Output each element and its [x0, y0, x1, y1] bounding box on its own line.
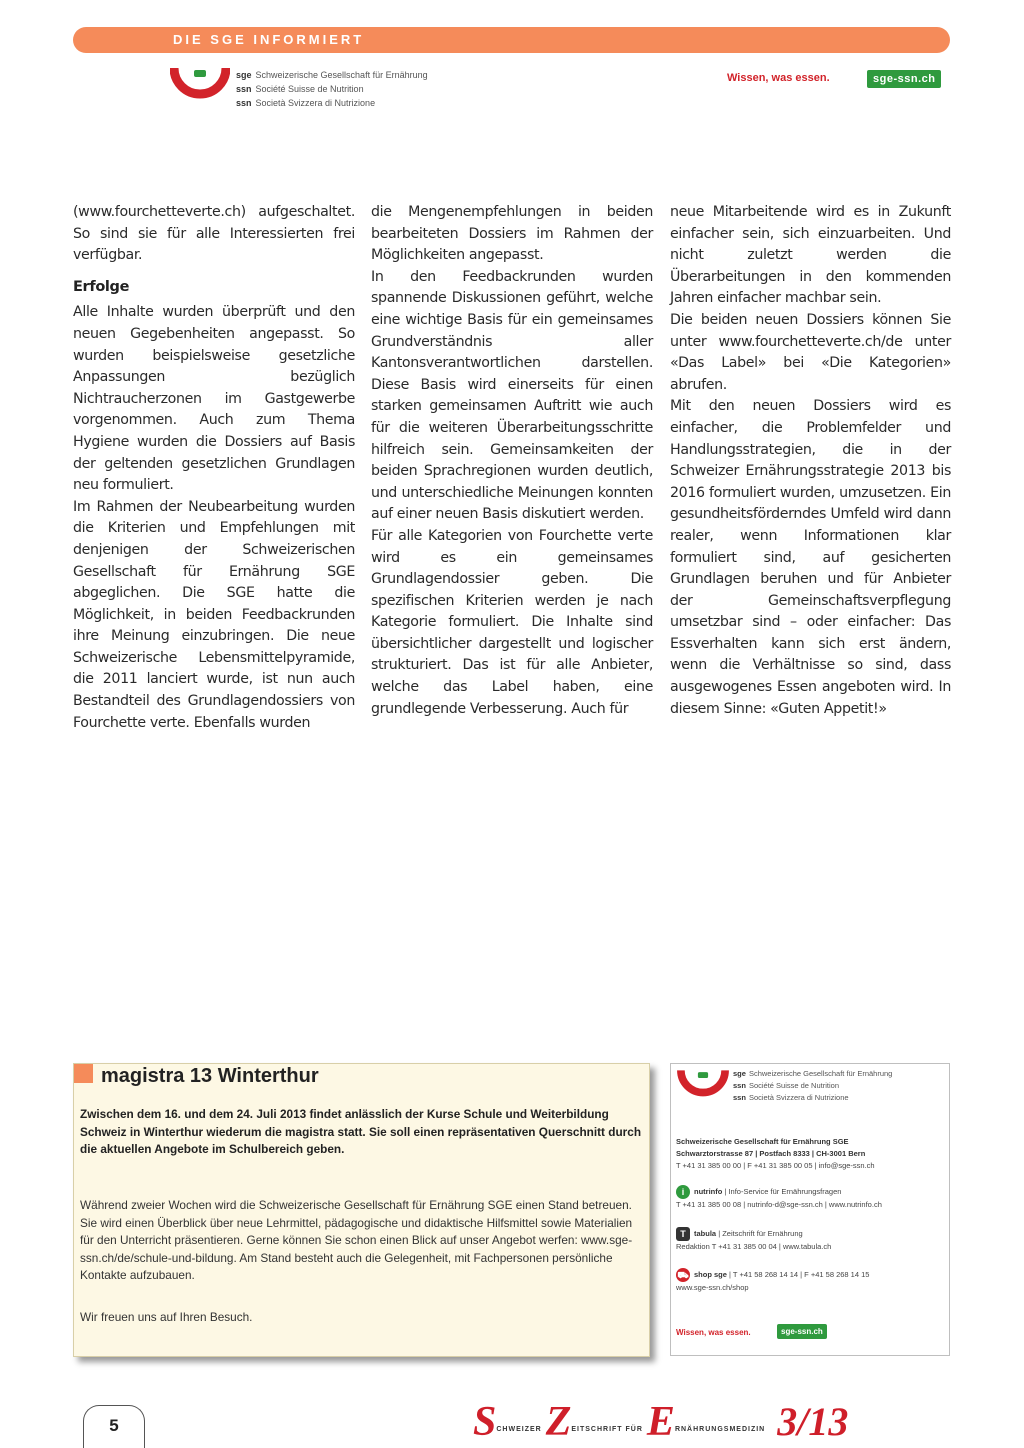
article-column-2	[371, 202, 653, 720]
paragraph: In den Feedbackrunden wurden spannende Diskussionen geführt, welche eine wichtige Basis für ein gemeinsames Grundverständnis aller Kantonsverantwortlichen darstellen. Diese Basis wird einerseits für einen starken gemeinsamen Auftritt wie auch für die weiteren Überarbeitungsschritte hilfreich sein. Gemeinsamkeiten der beiden Sprachregionen wurden deutlich, und unterschiedliche Meinungen konnten auf einer neuen Basis diskutiert werden.	[371, 268, 653, 523]
info-icon: i	[676, 1185, 690, 1199]
page-number-tab	[83, 1405, 145, 1448]
box-lead: Zwischen dem 16. und dem 24. Juli 2013 findet anlässlich der Kurse Schule und Weiterbildung Schweiz in Winterthur wiederum die magistra statt. Sie soll einen repräsentativen Querschnitt durch die aktuellen Angebote im Schulbereich geben.	[80, 1107, 642, 1157]
article-column-1	[73, 202, 355, 734]
orange-square-marker	[74, 1064, 93, 1083]
box-title: magistra 13 Winterthur	[101, 1065, 319, 1087]
paragraph: Alle Inhalte wurden überprüft und den neuen Gegebenheiten angepasst. So wurden beispielsweise gesetzliche Anpassungen bezüglich Nichtraucherzonen im Gastgewerbe vorgenommen. Auch zum Thema Hygiene wurden die Dossiers auf Basis der geltenden gesetzlichen Grundlagen neu formuliert.	[73, 304, 355, 494]
sge-contact-box	[670, 1063, 950, 1356]
sge-logo	[170, 64, 490, 110]
contact-logo-text: sge Schweizerische Gesellschaft für Ernährung ssn Société Suisse de Nutrition ssn Società Svizzera di Nutrizione	[733, 1069, 893, 1102]
box-greeting: Wir freuen uns auf Ihren Besuch.	[80, 1310, 253, 1324]
shopping-cart-icon: ⛟	[677, 1270, 689, 1280]
tabula-icon: T	[676, 1227, 690, 1241]
banner-title: DIE SGE INFORMIERT	[173, 32, 365, 47]
sge-logo-icon	[675, 1067, 731, 1101]
sge-logo-icon	[170, 64, 230, 104]
magistra-info-box	[73, 1063, 650, 1357]
page-number: 5	[109, 1416, 119, 1435]
section-banner	[73, 27, 950, 53]
paragraph: Im Rahmen der Neubearbeitung wurden die Kriterien und Empfehlungen mit denjenigen der Schweizerischen Gesellschaft für Ernährung SGE abgeglichen. Die SGE hatte die Möglichkeit, in beiden Feedbackrunden ihre Meinung einzubringen. Die neue Schweizerische Lebensmittelpyramide, die 2011 lanciert wurde, ist nun auch Bestandteil des Grundlagendossiers von Fourchette verte. Ebenfalls wurden	[73, 498, 355, 731]
contact-tagline: Wissen, was essen.	[676, 1328, 751, 1337]
contact-website-badge[interactable]: sge-ssn.ch	[777, 1324, 827, 1339]
tagline: Wissen, was essen.	[727, 72, 830, 84]
issue-number: 3/13	[777, 1399, 849, 1444]
tabula-block: T tabula | Zeitschrift für Ernährung Redaktion T +41 31 385 00 04 | www.tabula.ch	[676, 1228, 832, 1251]
paragraph: (www.fourchetteverte.ch) aufgeschaltet. So sind sie für alle Interessierten frei verfügbar.	[73, 204, 355, 264]
website-badge[interactable]: sge-ssn.ch	[867, 70, 941, 88]
section-heading: Erfolge	[73, 278, 130, 295]
journal-title: $S^{CHWEIZER}$ $Z^{EITSCHRIFT FÜR}$ $E^{RNÄHRUNGSMEDIZIN}$ 3/13	[473, 1399, 849, 1445]
paragraph: Die beiden neuen Dossiers können Sie unter www.fourchetteverte.ch/de unter «Das Label» bei «Die Kategorien» abrufen.	[670, 311, 951, 393]
paragraph: neue Mitarbeitende wird es in Zukunft einfacher sein, sich einzuarbeiten. Und nicht zuletzt werden die Überarbeitungen in den kommenden Jahren einfacher machbar sein.	[670, 204, 951, 307]
paragraph: Mit den neuen Dossiers wird es einfacher, die Problemfelder und Handlungsstrategien, die in der Schweizer Ernährungsstrategie 2013 bis 2016 formuliert wurden, umzusetzen. Ein gesundheitsförderndes Umfeld wird dann realer, wenn Informationen klar formuliert sind, auf gesicherten Grundlagen beruhen und für Anbieter der Gemeinschaftsverpflegung umsetzbar sind – oder einfacher: Das Essverhalten kann sich erst ändern, wenn die Verhältnisse so sind, dass ausgewogenes Essen angeboten wird. In diesem Sinne: «Guten Appetit!»	[670, 398, 951, 717]
shop-block: ⛟ shop sge | T +41 58 268 14 14 | F +41 58 268 14 15 www.sge-ssn.ch/shop	[676, 1269, 870, 1292]
article-column-3	[670, 202, 951, 720]
box-body: Während zweier Wochen wird die Schweizerische Gesellschaft für Ernährung SGE einen Stand betreuen. Sie wird einen Überblick über neue Lehrmittel, pädagogische und didaktische Hilfsmittel sowie Materialien für den Unterricht präsentieren. Gerne können Sie schon einen Blick auf unser Angebot werfen: www.sge-ssn.ch/de/schule-und-bildung. Am Stand besteht auch die Gelegenheit, mit Fachpersonen persönliche Kontakte aufzubauen.	[80, 1198, 633, 1283]
paragraph: Für alle Kategorien von Fourchette verte wird es ein gemeinsames Grundlagendossier geben. Die spezifischen Kriterien werden je nach Kategorie formuliert. Die Inhalte sind übersichtlicher dargestellt und logischer strukturiert. Das ist für alle Anbieter, welche das Label haben, eine grundlegende Verbesserung. Auch für	[371, 527, 653, 717]
paragraph: die Mengenempfehlungen in beiden bearbeiteten Dossiers im Rahmen der Möglichkeiten angepasst.	[371, 204, 653, 264]
logo-text: sge Schweizerische Gesellschaft für Ernährung ssn Société Suisse de Nutrition ssn Società Svizzera di Nutrizione	[236, 70, 428, 108]
org-address-block: Schweizerische Gesellschaft für Ernährung SGE Schwarztorstrasse 87 | Postfach 8333 | CH-3001 Bern T +41 31 385 00 00 | F +41 31 385 00 05 | info@sge-ssn.ch	[676, 1137, 875, 1170]
nutrinfo-block: i nutrinfo | Info-Service für Ernährungsfragen T +41 31 385 00 08 | nutrinfo-d@sge-ssn.ch | www.nutrinfo.ch	[676, 1186, 882, 1209]
